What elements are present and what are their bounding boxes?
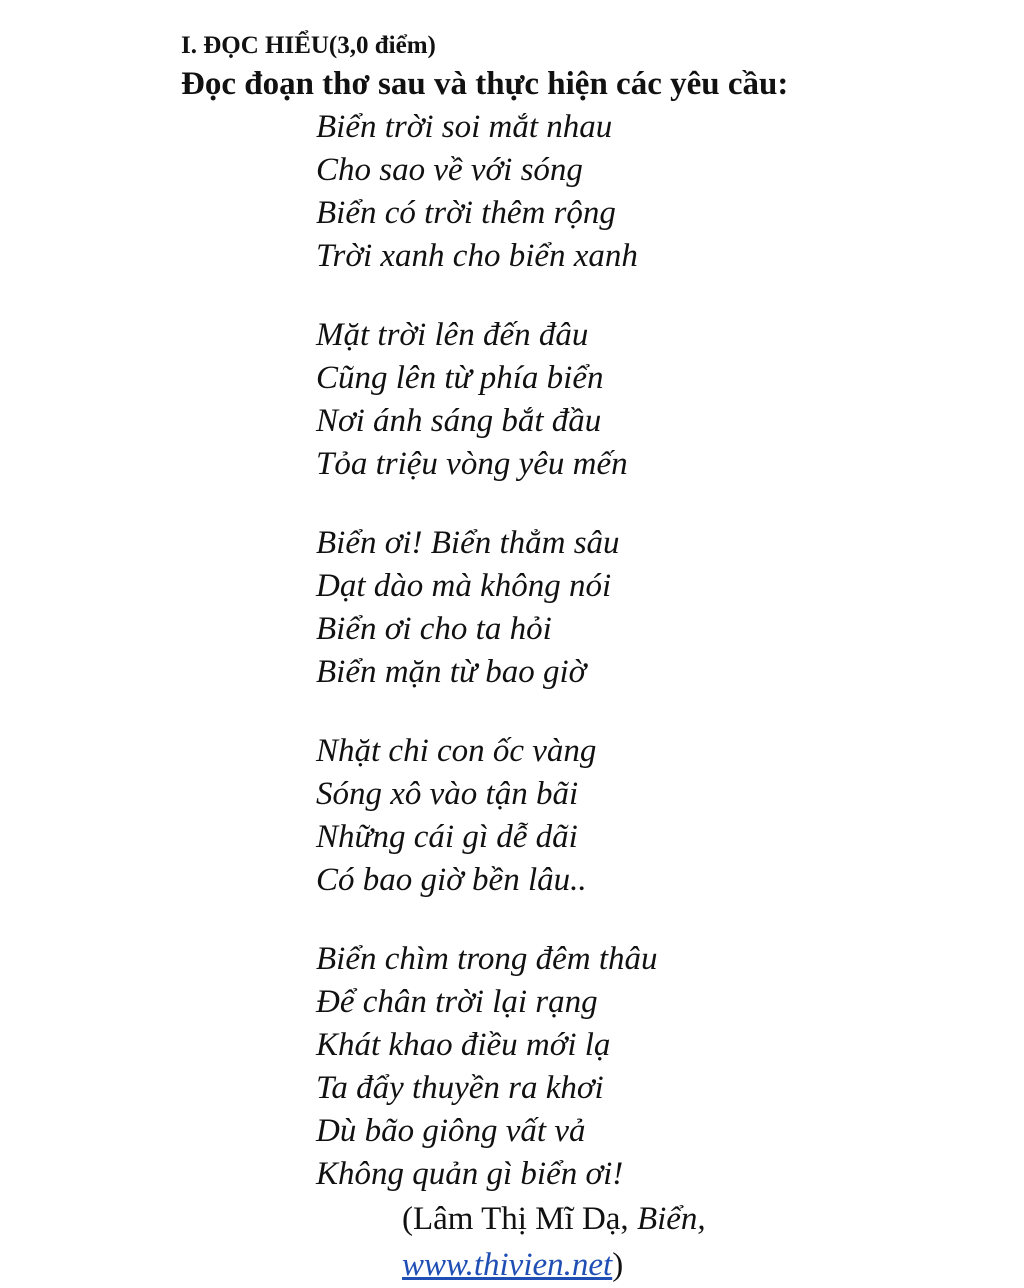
poem-stanza-3 <box>316 522 658 694</box>
poem-line: Không quản gì biển ơi! <box>316 1156 624 1192</box>
poem-line: Biển chìm trong đêm thâu <box>316 941 658 977</box>
poem-stanza-5 <box>316 938 658 1196</box>
poem-line: Cho sao về với sóng <box>316 152 583 188</box>
poem-line: Mặt trời lên đến đâu <box>316 317 589 353</box>
section-heading: I. ĐỌC HIỂU(3,0 điểm) <box>181 32 436 59</box>
poem-line: Để chân trời lại rạng <box>316 984 598 1020</box>
source-close-paren: ) <box>612 1247 624 1283</box>
poem-line: Dù bão giông vất vả <box>316 1113 586 1149</box>
reading-instruction: Đọc đoạn thơ sau và thực hiện các yêu cầu: <box>181 66 789 102</box>
poem-line: Sóng xô vào tận bãi <box>316 776 579 812</box>
source-link[interactable]: www.thivien.net <box>402 1247 613 1283</box>
poem-line: Biển ơi cho ta hỏi <box>316 611 552 647</box>
poem-line: Nơi ánh sáng bắt đầu <box>316 403 602 439</box>
poem-line: Tỏa triệu vòng yêu mến <box>316 446 628 482</box>
poem-line: Biển mặn từ bao giờ <box>316 654 587 690</box>
poem-stanza-4 <box>316 730 658 902</box>
poem-line: Trời xanh cho biển xanh <box>316 238 638 274</box>
poem-stanza-1 <box>316 106 658 278</box>
poem-line: Biển ơi! Biển thẳm sâu <box>316 525 620 561</box>
poem-line: Những cái gì dễ dãi <box>316 819 578 855</box>
poem-line: Nhặt chi con ốc vàng <box>316 733 597 769</box>
poem-line: Có bao giờ bền lâu.. <box>316 862 587 898</box>
poem <box>316 106 658 1196</box>
poem-line: Khát khao điều mới lạ <box>316 1027 611 1063</box>
poem-line: Biển trời soi mắt nhau <box>316 109 613 145</box>
poem-source-citation <box>402 1196 706 1288</box>
poem-line: Cũng lên từ phía biển <box>316 360 604 396</box>
source-author: (Lâm Thị Mĩ Dạ, <box>402 1201 637 1237</box>
poem-line: Biển có trời thêm rộng <box>316 195 616 231</box>
poem-line: Dạt dào mà không nói <box>316 568 612 604</box>
poem-line: Ta đẩy thuyền ra khơi <box>316 1070 604 1106</box>
poem-stanza-2 <box>316 314 658 486</box>
source-work-title: Biển, <box>636 1201 706 1237</box>
